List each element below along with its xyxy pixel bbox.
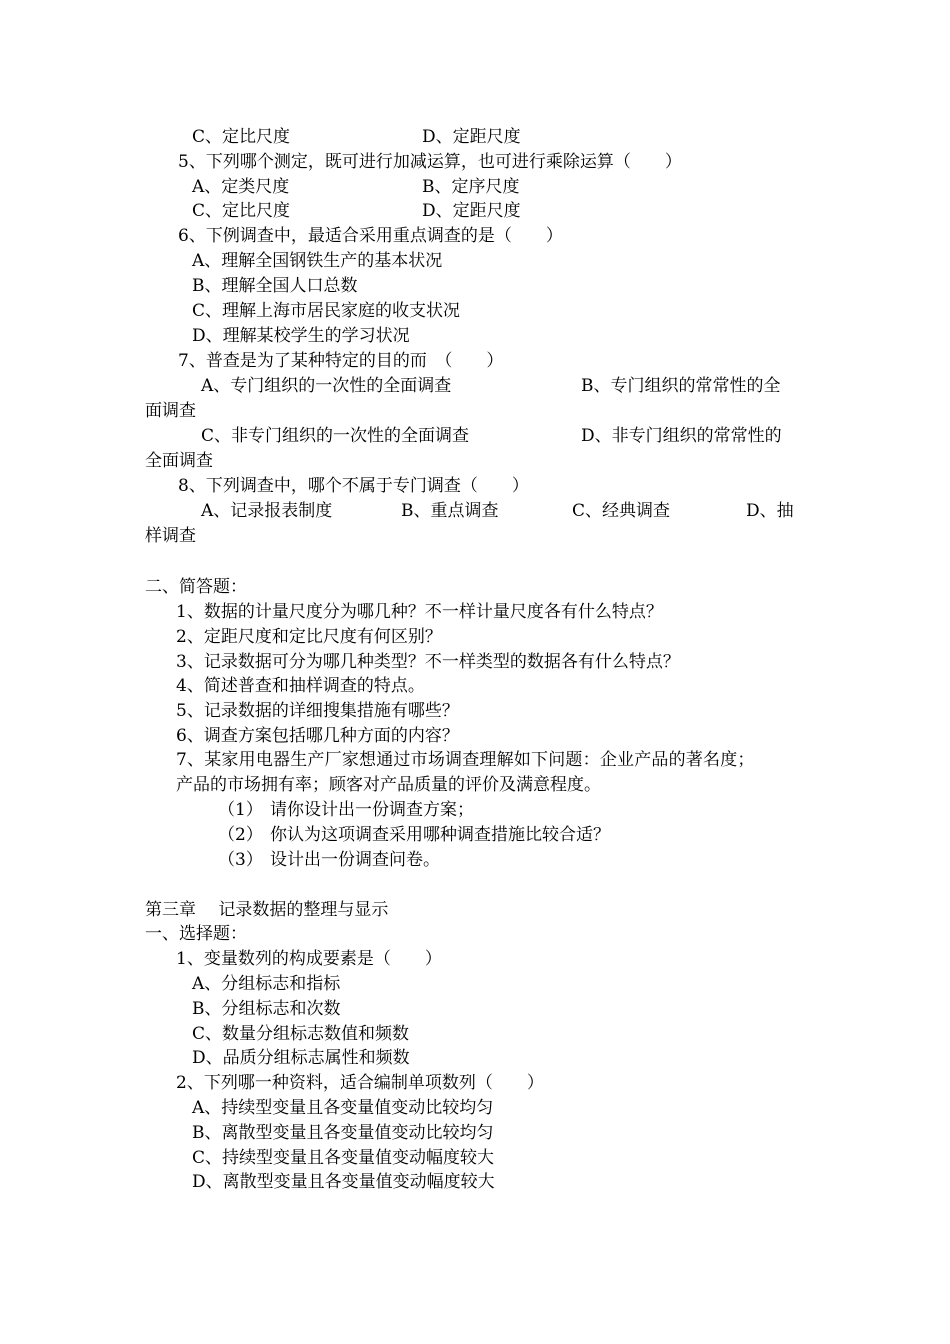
ch3-q1-option-a: A、分组标志和指标 [192,974,341,994]
q6-option-a: A、理解全国钢铁生产的基本状况 [192,251,443,271]
short-answer-item: 3、记录数据可分为哪几种类型？不一样类型的数据各有什么特点？ [176,652,680,672]
q6-option-b: B、理解全国人口总数 [192,276,358,296]
sub-item-text: 设计出一份调查问卷。 [270,850,440,870]
ch3-question-1: 1、变量数列的构成要素是（ ） [176,949,442,969]
q4-option-c: C、定比尺度 [192,127,291,147]
q5-option-d: D、定距尺度 [422,201,521,221]
q7-option-c: C、非专门组织的一次性的全面调查 [201,426,470,446]
q6-option-c: C、理解上海市居民家庭的收支状况 [192,301,461,321]
q5-option-a: A、定类尺度 [192,177,290,197]
ch3-q2-option-a: A、持续型变量且各变量值变动比较均匀 [192,1098,494,1118]
short-answer-item: 6、调查方案包括哪几种方面的内容？ [176,726,459,746]
section-heading-multiple-choice: 一、选择题： [145,924,247,944]
short-answer-item-7-continued: 产品的市场拥有率；顾客对产品质量的评价及满意程度。 [176,775,601,795]
q7-option-d-wrap: 全面调查 [145,451,213,471]
short-answer-item: 7、某家用电器生产厂家想通过市场调查理解如下问题：企业产品的著名度； [176,750,755,770]
q7-option-d: D、非专门组织的常常性的 [581,426,782,446]
ch3-q1-option-c: C、数量分组标志数值和频数 [192,1024,410,1044]
sub-item-text: 你认为这项调查采用哪种调查措施比较合适？ [270,825,610,845]
q7-option-b-wrap: 面调查 [145,401,196,421]
section-heading-short-answer: 二、简答题： [145,577,247,597]
ch3-q2-option-d: D、离散型变量且各变量值变动幅度较大 [192,1172,495,1192]
q5-option-c: C、定比尺度 [192,201,291,221]
q8-option-d: D、抽 [746,501,794,521]
q5-option-b: B、定序尺度 [422,177,520,197]
q8-option-b: B、重点调查 [401,501,499,521]
sub-item-number: （3） [218,850,263,870]
short-answer-item: 4、简述普查和抽样调查的特点。 [176,676,425,696]
ch3-q2-option-c: C、持续型变量且各变量值变动幅度较大 [192,1148,495,1168]
chapter-title: 第三章 记录数据的整理与显示 [145,900,389,920]
sub-item-number: （1） [218,800,263,820]
short-answer-item: 5、记录数据的详细搜集措施有哪些？ [176,701,459,721]
short-answer-item: 2、定距尺度和定比尺度有何区别？ [176,627,442,647]
question-7: 7、普查是为了某种特定的目的而 （ ） [178,351,504,371]
q6-option-d: D、理解某校学生的学习状况 [192,326,410,346]
sub-item-number: （2） [218,825,263,845]
ch3-question-2: 2、下列哪一种资料，适合编制单项数列（ ） [176,1073,544,1093]
q7-option-b: B、专门组织的常常性的全 [581,376,781,396]
ch3-q2-option-b: B、离散型变量且各变量值变动比较均匀 [192,1123,494,1143]
q8-option-a: A、记录报表制度 [201,501,333,521]
question-6: 6、下例调查中，最适合采用重点调查的是（ ） [178,226,563,246]
ch3-q1-option-d: D、品质分组标志属性和频数 [192,1048,410,1068]
sub-item-text: 请你设计出一份调查方案； [270,800,474,820]
ch3-q1-option-b: B、分组标志和次数 [192,999,341,1019]
q7-option-a: A、专门组织的一次性的全面调查 [201,376,452,396]
q8-option-c: C、经典调查 [572,501,671,521]
question-8: 8、下列调查中，哪个不属于专门调查（ ） [178,476,529,496]
short-answer-item: 1、数据的计量尺度分为哪几种？不一样计量尺度各有什么特点？ [176,602,663,622]
q4-option-d: D、定距尺度 [422,127,521,147]
question-5: 5、下列哪个测定，既可进行加减运算，也可进行乘除运算（ ） [178,152,682,172]
q8-option-d-wrap: 样调查 [145,526,196,546]
